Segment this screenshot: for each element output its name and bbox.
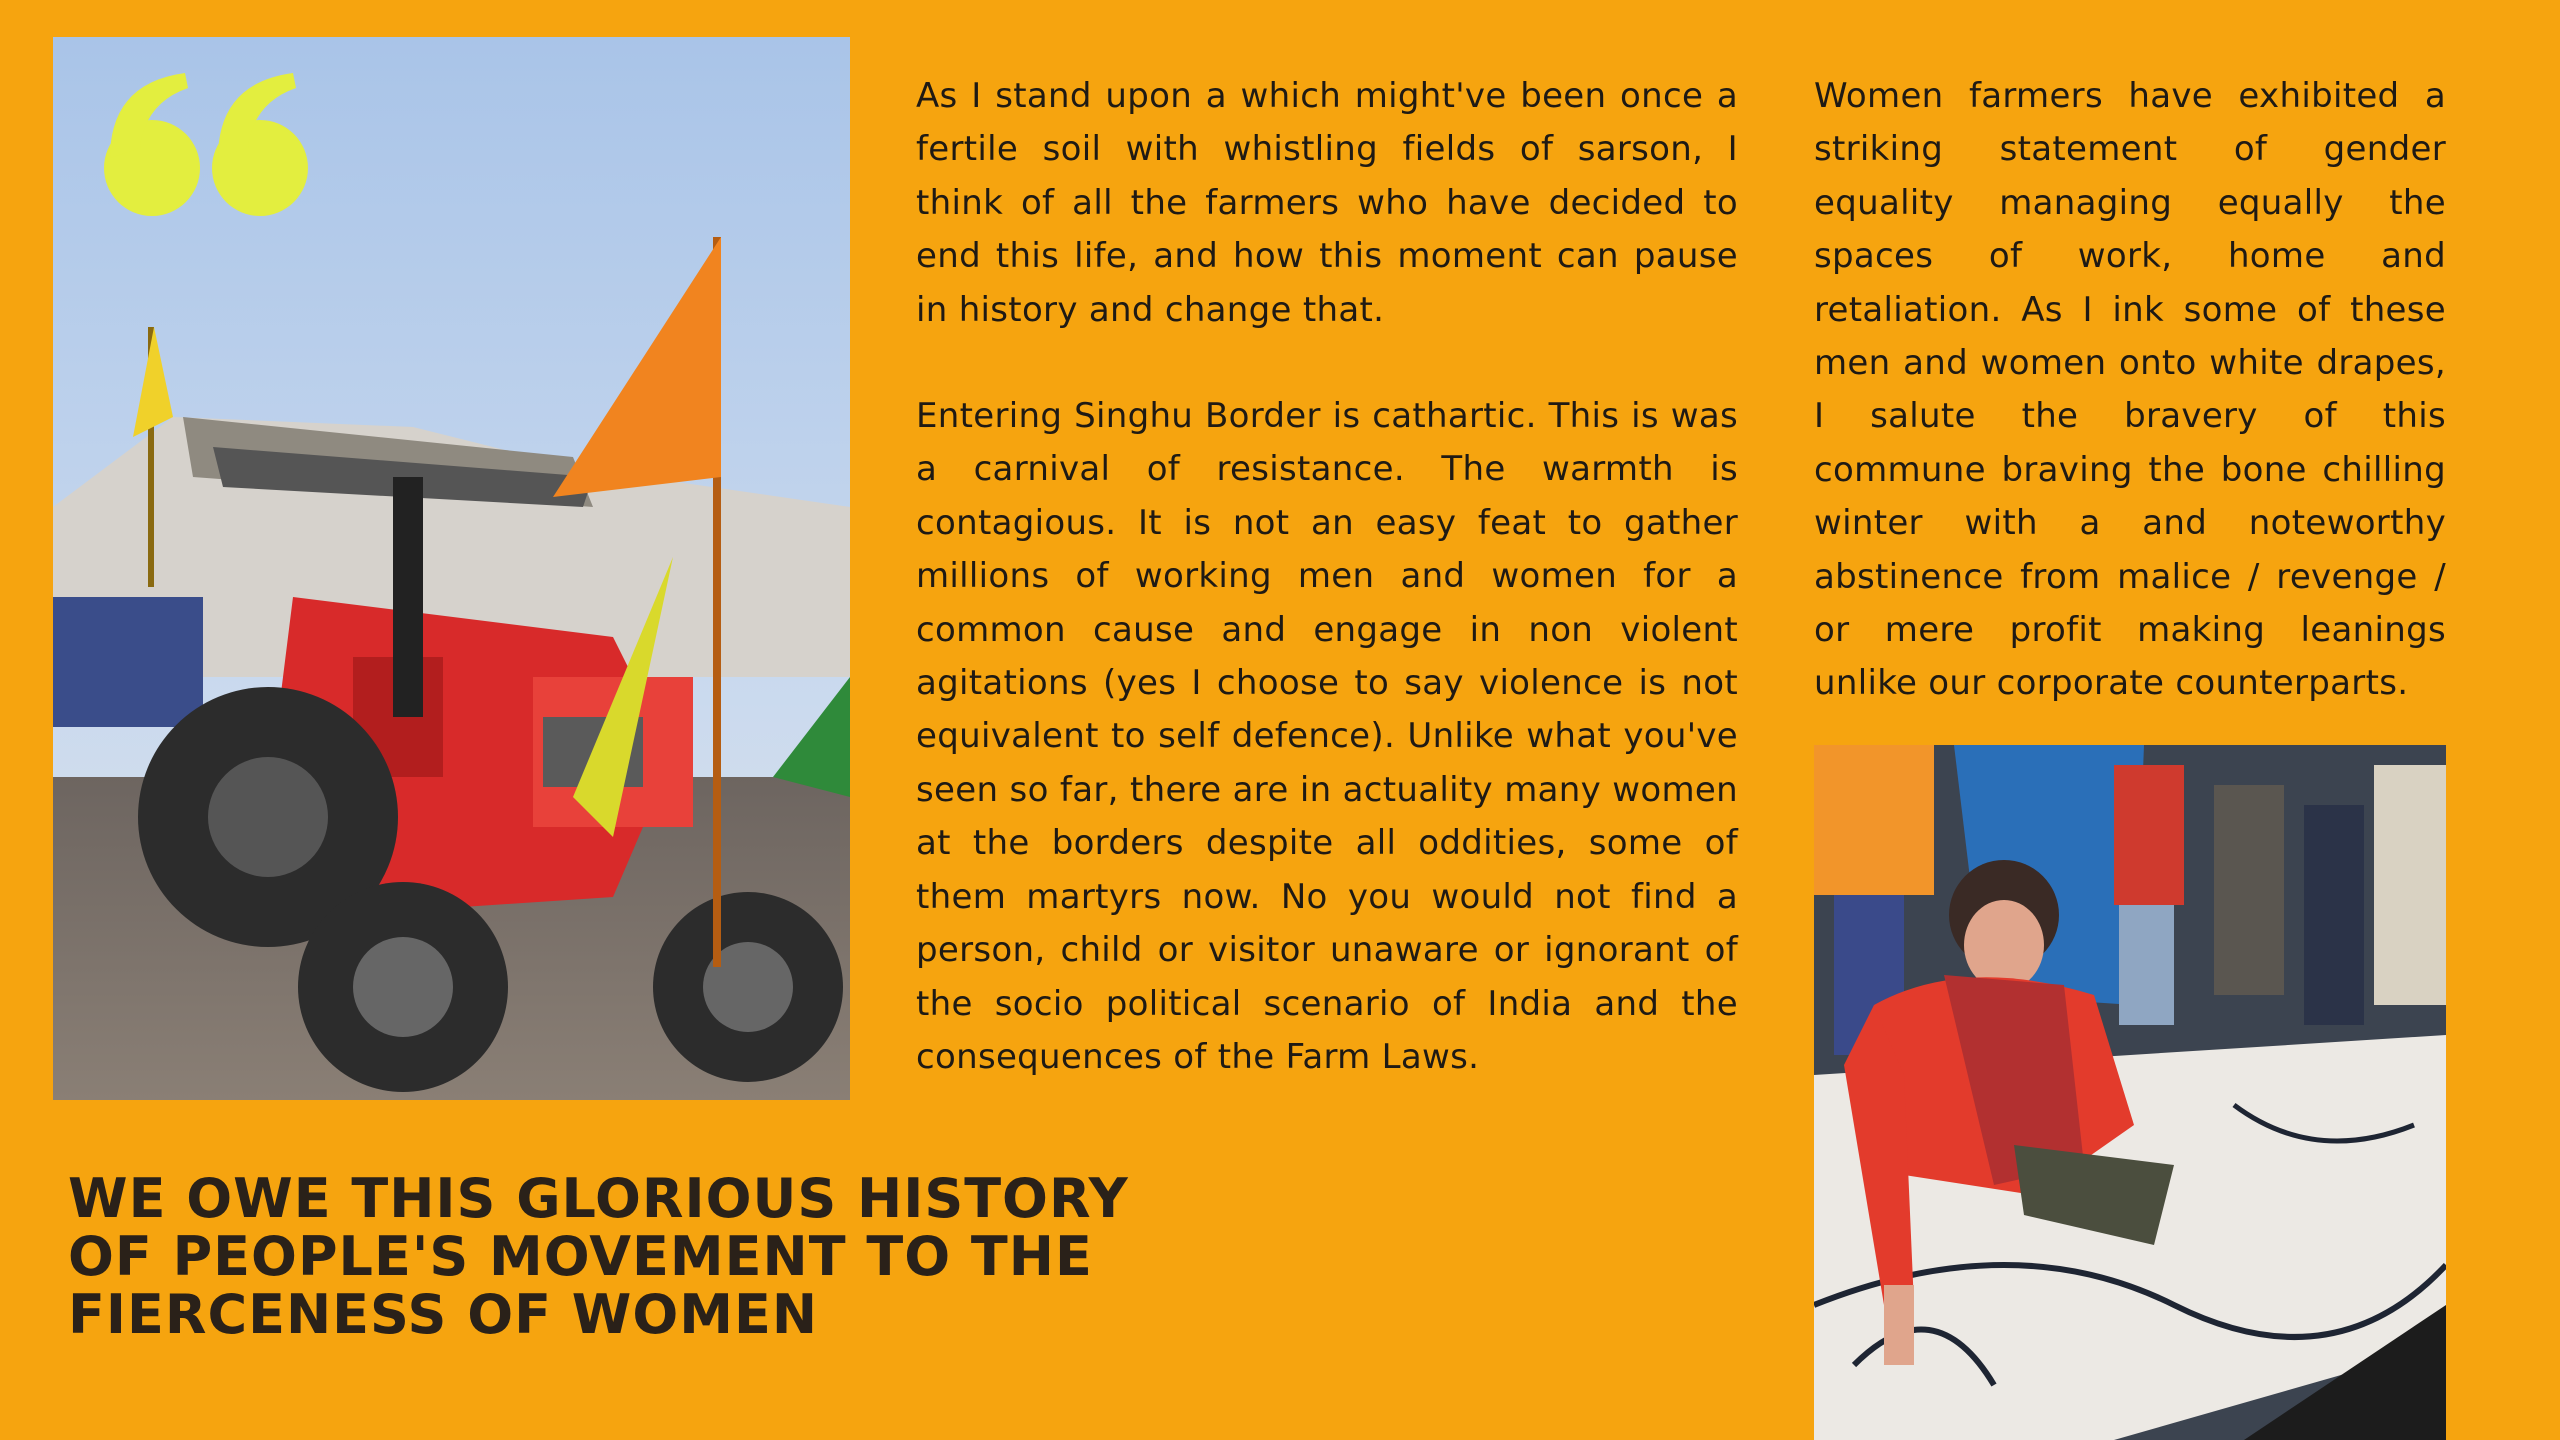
text-column-right xyxy=(1814,70,2446,711)
headline-line: OF PEOPLE'S MOVEMENT TO THE xyxy=(68,1225,1093,1288)
double-quote-icon xyxy=(100,68,320,218)
paragraph: Entering Singhu Border is cathartic. This is was a carnival of resistance. The warmth is contagious. It is not an easy feat to gather millions of working men and women for a common cause and engage in non violent agitations (yes I choose to say violence is not equivalent to self defence). Unlike what you've seen so far, there are in actuality many women at the borders despite all oddities, some of them martyrs now. No you would not find a person, child or visitor unaware or ignorant of the socio political scenario of India and the consequences of the Farm Laws. xyxy=(916,396,1738,1077)
paragraph: Women farmers have exhibited a striking statement of gender equality managing equally the spaces of work, home and retaliation. As I ink some of these men and women onto white drapes, I salute the bravery of this commune braving the bone chilling winter with a and noteworthy abstinence from malice / revenge / or mere profit making leanings unlike our corporate counterparts. xyxy=(1814,76,2446,704)
headline xyxy=(68,1167,1368,1346)
headline-line: WE OWE THIS GLORIOUS HISTORY xyxy=(68,1167,1129,1230)
text-column-left xyxy=(916,70,1738,1084)
headline-line: FIERCENESS OF WOMEN xyxy=(68,1283,819,1346)
paragraph: As I stand upon a which might've been once a fertile soil with whistling fields of sarson, I think of all the farmers who have decided to end this life, and how this moment can pause in history and change that. xyxy=(916,76,1738,330)
artist-photo xyxy=(1814,745,2446,1440)
